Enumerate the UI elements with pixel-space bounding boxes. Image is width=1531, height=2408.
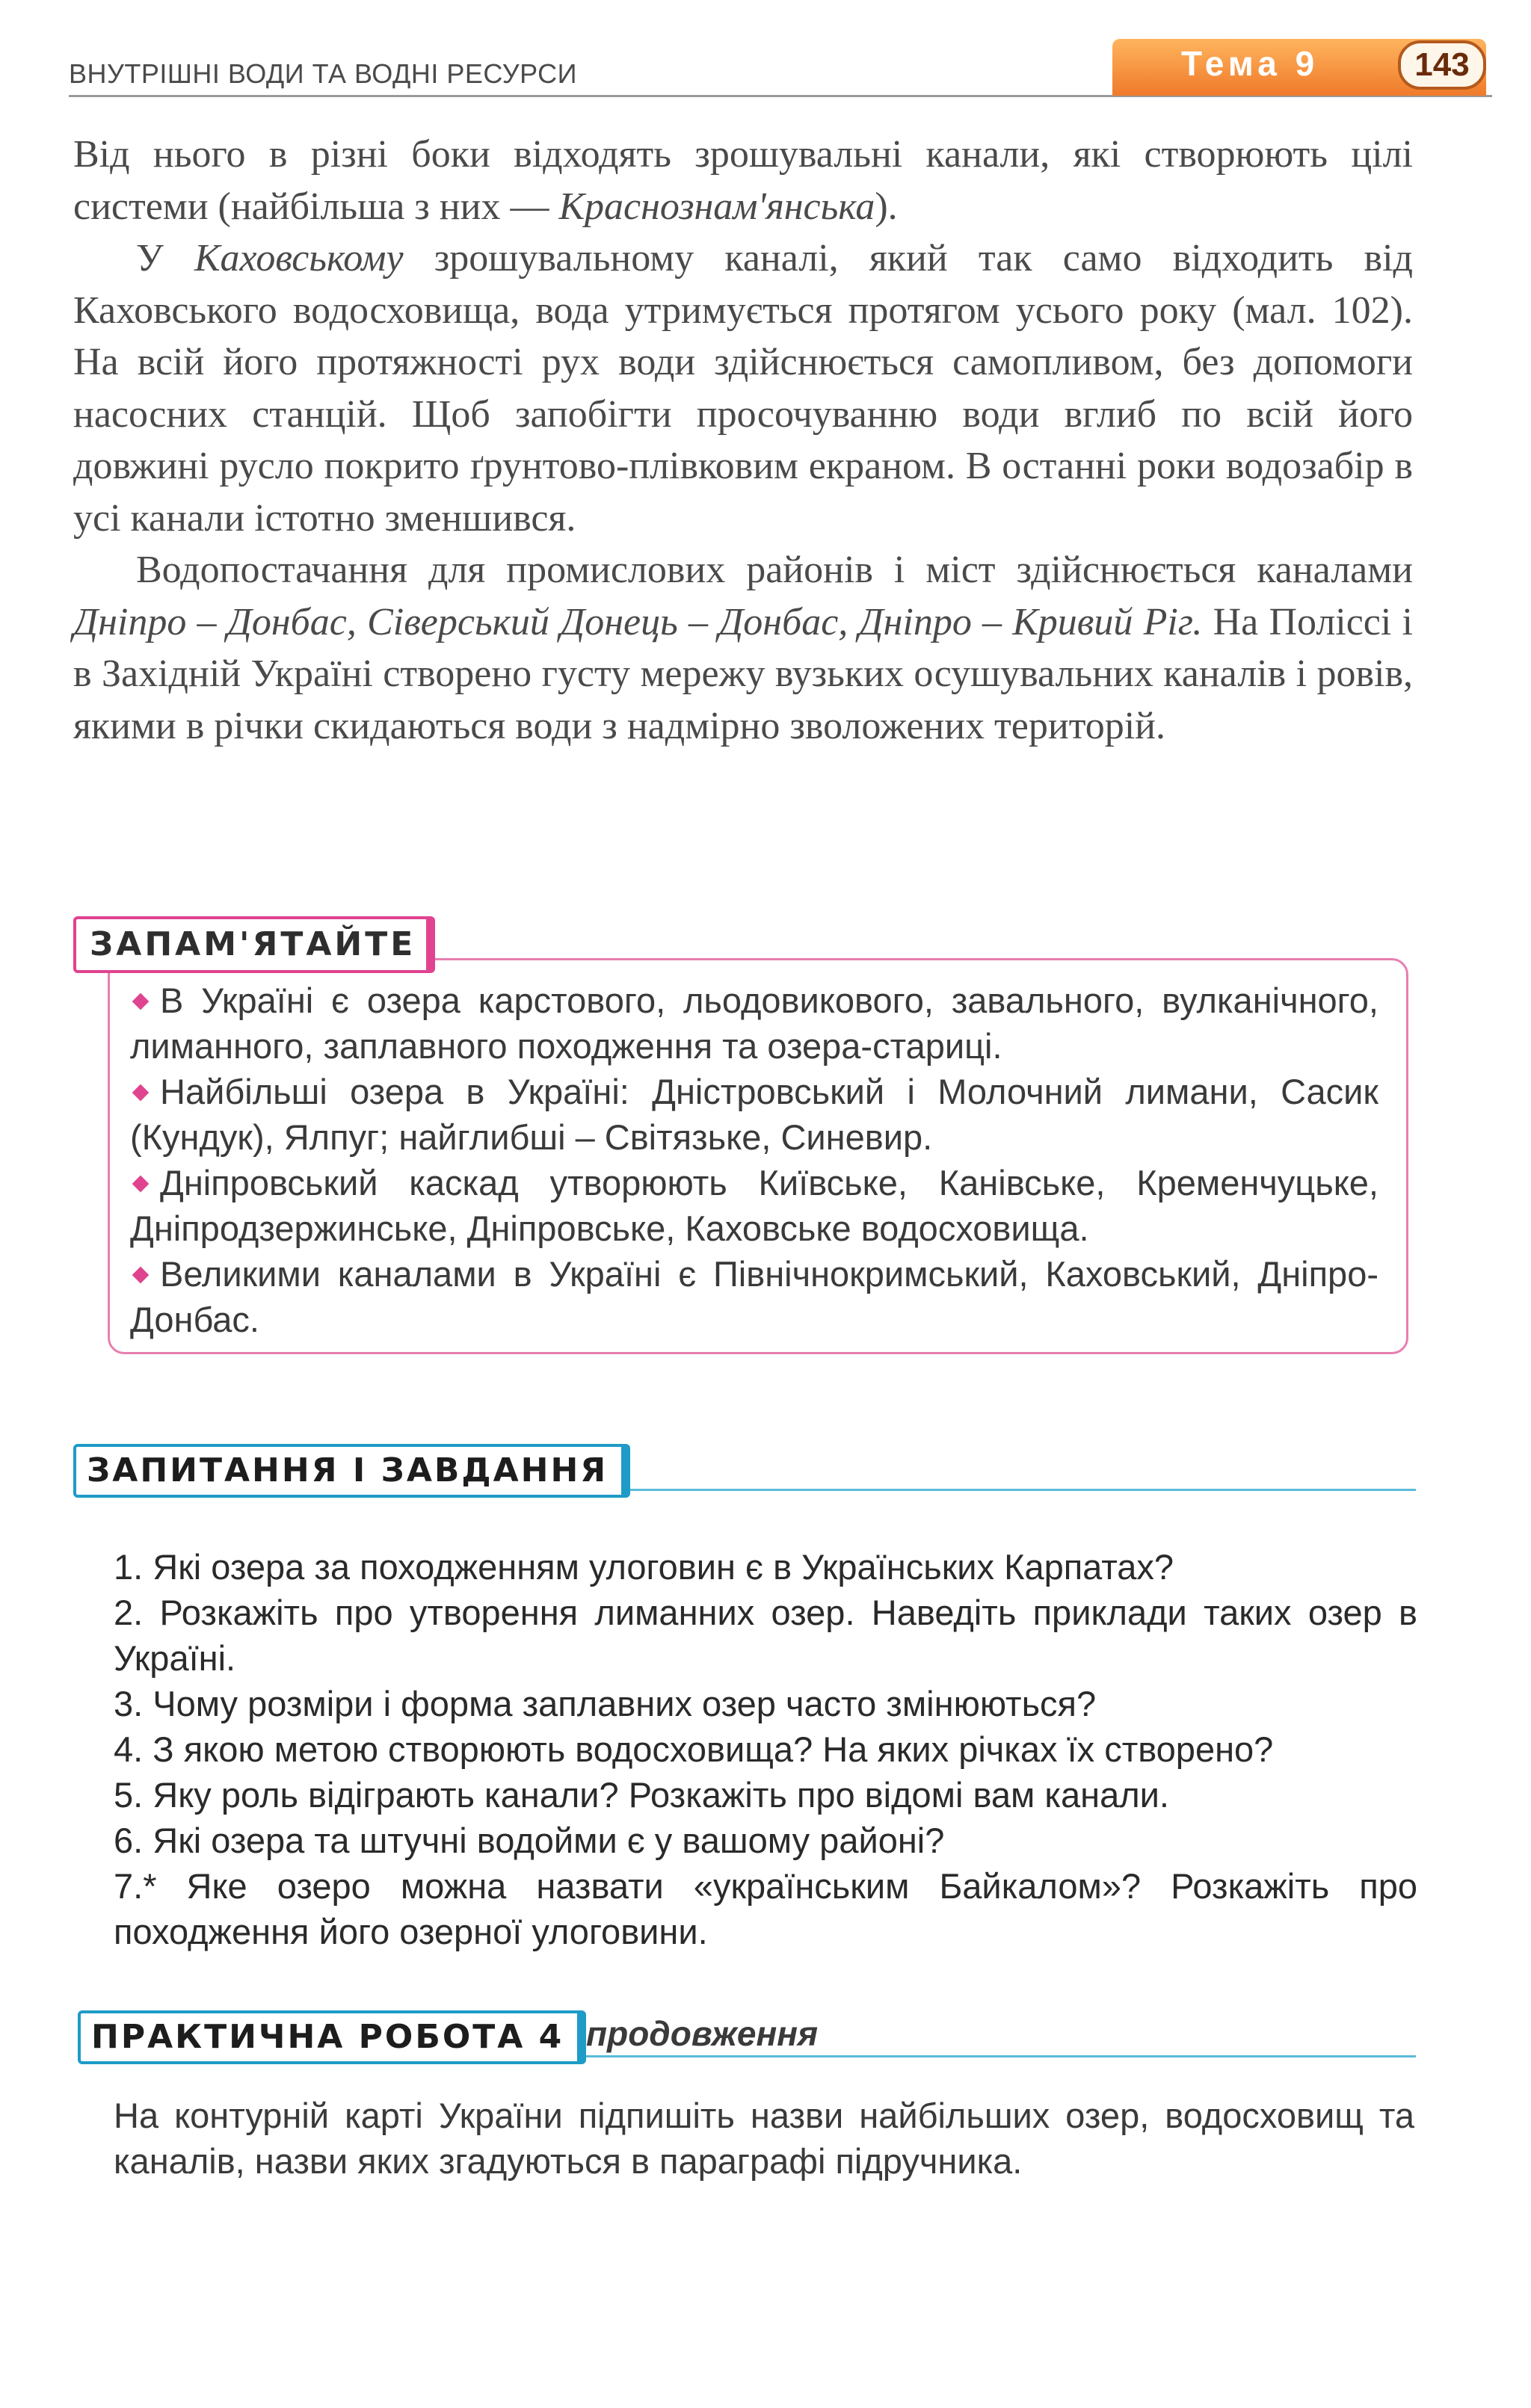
practical-text: На контурній карті України підпишіть назви найбільших озер, водосховищ та каналів, назви яких згадуються в параграфі підручника. bbox=[114, 2096, 1414, 2181]
paragraph-2-start: У bbox=[136, 237, 194, 280]
question-item: 2. Розкажіть про утворення лиманних озер. Наведіть приклади таких озер в Україні. bbox=[114, 1593, 1417, 1678]
diamond-bullet-icon bbox=[132, 992, 150, 1010]
question-item: 1. Які озера за походженням улоговин є в Українських Карпатах? bbox=[114, 1547, 1174, 1587]
paragraph-1-italic: Краснознам'янська bbox=[558, 185, 875, 228]
page-number: 143 bbox=[1398, 40, 1486, 90]
diamond-bullet-icon bbox=[132, 1266, 150, 1283]
remember-list bbox=[130, 978, 1378, 1342]
paragraph-1-text: Від нього в різні боки відходять зрошувальні канали, які створюють цілі системи (найбільша з них — bbox=[73, 133, 1413, 228]
question-item: 7.* Яке озеро можна назвати «українським Байкалом»? Розкажіть про походження його озерної улоговини. bbox=[114, 1866, 1417, 1951]
paragraph-1 bbox=[73, 129, 1413, 232]
paragraph-1-end: ). bbox=[875, 185, 898, 228]
paragraph-3-italic: Дніпро – Донбас, Сіверський Донець – Донбас, Дніпро – Кривий Ріг. bbox=[73, 600, 1203, 643]
question-item: 4. З якою метою створюють водосховища? На яких річках їх створено? bbox=[114, 1729, 1274, 1769]
remember-item: Найбільші озера в Україні: Дністровський і Молочний лимани, Сасик (Кундук), Ялпуг; найглибші – Світязьке, Синевир. bbox=[130, 1072, 1378, 1157]
remember-item: В Україні є озера карстового, льодовикового, завального, вулканічного, лиманного, заплавного походження та озера-стариці. bbox=[130, 981, 1378, 1066]
theme-label: Тема 9 bbox=[1181, 44, 1319, 83]
paragraph-3 bbox=[73, 544, 1413, 752]
paragraph-2 bbox=[73, 232, 1413, 544]
paragraph-2-italic: Каховському bbox=[194, 237, 404, 280]
paragraph-3-start: Водопостачання для промислових районів і міст здійснюється каналами bbox=[136, 549, 1413, 591]
diamond-bullet-icon bbox=[132, 1084, 150, 1101]
questions-list bbox=[114, 1544, 1417, 1954]
remember-item: Великими каналами в Україні є Північнокримський, Каховський, Дніпро-Донбас. bbox=[130, 1254, 1378, 1339]
question-item: 3. Чому розміри і форма заплавних озер часто змінюються? bbox=[114, 1684, 1097, 1723]
practical-title: ПРАКТИЧНА РОБОТА 4 bbox=[78, 2010, 586, 2064]
diamond-bullet-icon bbox=[132, 1175, 150, 1192]
paragraph-2-text: зрошувальному каналі, який так само відходить від Каховського водосховища, вода утримується протягом усього року (мал. 102). На всій його протяжності рух води здійснюється самопливом, без допомоги насосних станцій. Щоб запобігти просочуванню води вглиб по всій його довжині русло покрито ґрунтово-плівковим екраном. В останні роки водозабір в усі канали істотно зменшився. bbox=[73, 237, 1413, 540]
paragraph-3-text: На Поліссі і в Західній Україні створено густу мережу вузьких осушувальних каналів і ровів, якими в річки скидаються води з надмірно зволожених територій. bbox=[73, 600, 1413, 747]
practical-subtitle: продовження bbox=[586, 2014, 819, 2053]
remember-item: Дніпровський каскад утворюють Київське, Канівське, Кременчуцьке, Дніпродзержинське, Дніпровське, Каховське водосховища. bbox=[130, 1163, 1378, 1248]
questions-title: ЗАПИТАННЯ І ЗАВДАННЯ bbox=[73, 1444, 630, 1498]
remember-title: ЗАПАМ'ЯТАЙТЕ bbox=[73, 916, 435, 973]
running-head: ВНУТРІШНІ ВОДИ ТА ВОДНІ РЕСУРСИ bbox=[69, 58, 578, 89]
question-item: 6. Які озера та штучні водойми є у вашому районі? bbox=[114, 1821, 945, 1860]
body-text bbox=[73, 129, 1413, 752]
question-item: 5. Яку роль відіграють канали? Розкажіть про відомі вам канали. bbox=[114, 1775, 1169, 1815]
